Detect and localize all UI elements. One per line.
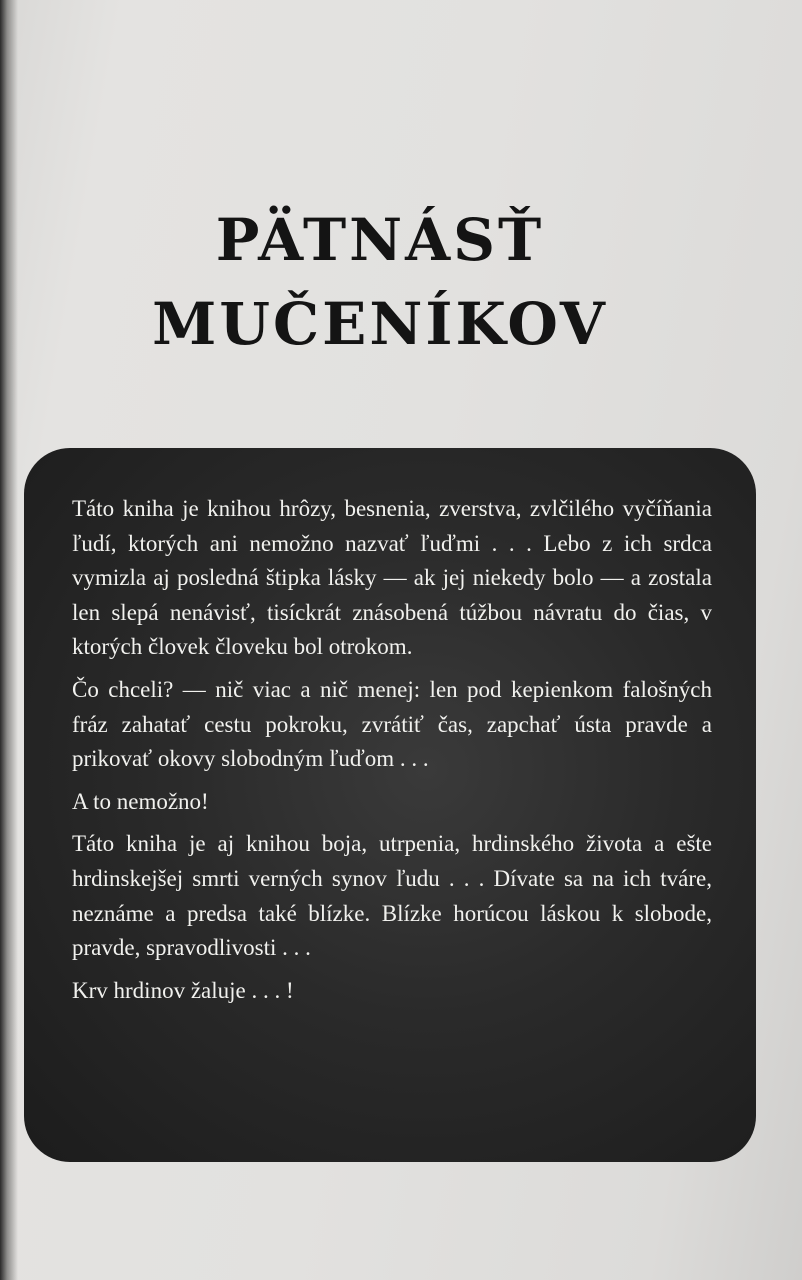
intro-paragraph: Krv hrdinov žaluje . . . ! <box>72 977 294 1003</box>
intro-text-panel <box>24 448 756 1162</box>
intro-paragraph: Táto kniha je aj knihou boja, utrpenia, hrdinského života a ešte hrdinskejšej smrti verných synov ľudu . . . Dívate sa na ich tváre, neznáme a predsa také blízke. Blízke horúcou láskou k slobode, pravde, spravodlivosti . . . <box>72 831 712 961</box>
intro-paragraph: Táto kniha je knihou hrôzy, besnenia, zverstva, zvlčilého vyčíňania ľudí, ktorých ani nemožno nazvať ľuďmi . . . Lebo z ich srdca vymizla aj posledná štipka lásky — ak jej niekedy bolo — a zostala len slepá nenávisť, tisíckrát znásobená túžbou návratu do čias, v ktorých človek človeku bol otrokom. <box>72 496 712 660</box>
page-title-line-1: PÄTNÁSŤ <box>215 206 545 274</box>
intro-paragraph: A to nemožno! <box>72 788 209 814</box>
page-title-line-2: MUČENÍKOV <box>152 290 608 358</box>
intro-paragraph: Čo chceli? — nič viac a nič menej: len pod kepienkom falošných fráz zahatať cestu pokroku, zvrátiť čas, zapchať ústa pravde a prikovať okovy slobodným ľuďom . . . <box>72 676 712 772</box>
book-spine-shadow <box>0 0 18 1280</box>
